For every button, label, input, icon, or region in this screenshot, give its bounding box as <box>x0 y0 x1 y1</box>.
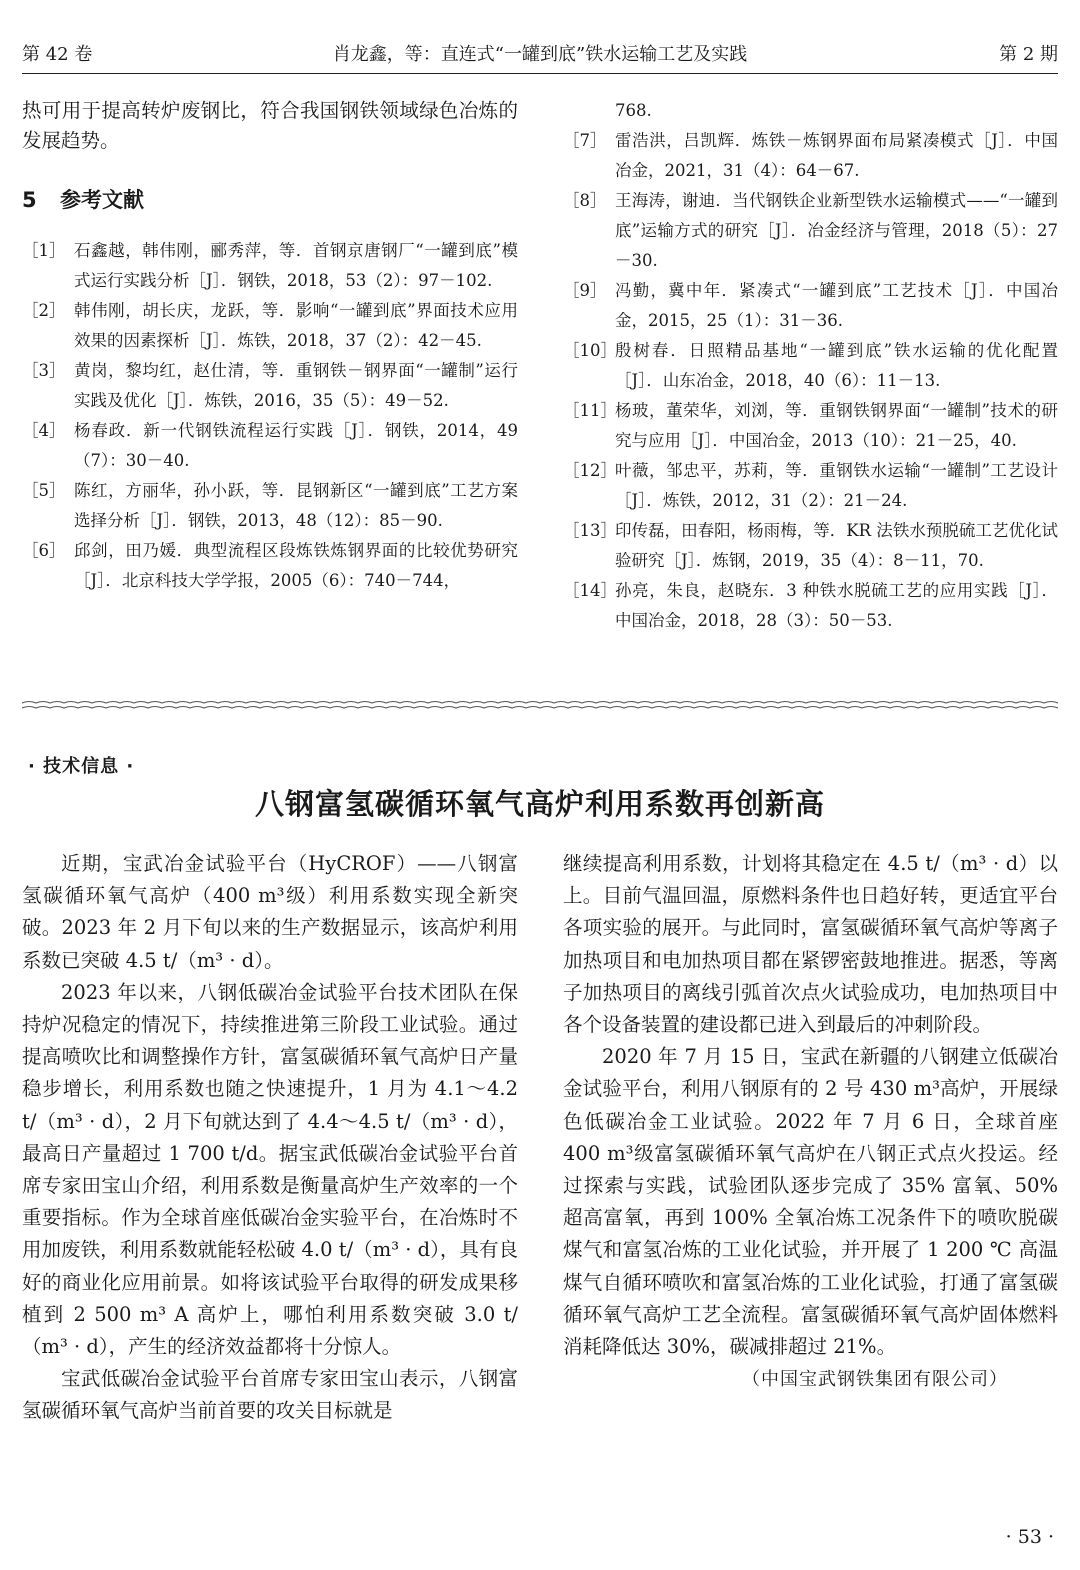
news-title: 八钢富氢碳循环氧气高炉利用系数再创新高 <box>254 787 825 821</box>
reference-list-left <box>22 236 518 596</box>
reference-number: ［11］ <box>563 401 617 420</box>
reference-item <box>563 516 1058 576</box>
reference-item <box>563 396 1058 456</box>
reference-text: 陈红，方丽华，孙小跃，等．昆钢新区“一罐到底”工艺方案选择分析［J］．钢铁，2013，48（12）：85－90. <box>74 481 518 530</box>
running-header <box>22 42 1058 72</box>
reference-item <box>563 186 1058 276</box>
section-title: 参考文献 <box>60 188 144 212</box>
news-paragraph: 继续提高利用系数，计划将其稳定在 4.5 t/（m³ · d）以上。目前气温回温，原燃料条件也日趋好转，更适宜平台各项实验的展开。与此同时，富氢碳循环氧气高炉等离子加热项目和电加热项目都在紧锣密鼓地推进。据悉，等离子加热项目的离线引弧首次点火试验成功，电加热项目中各个设备装置的建设都已进入到最后的冲刺阶段。 <box>563 852 1058 1037</box>
reference-item <box>563 276 1058 336</box>
news-left-column <box>22 848 518 1428</box>
reference-number: ［10］ <box>563 341 617 360</box>
reference-number: ［9］ <box>563 281 607 300</box>
reference-text: 叶薇，邹忠平，苏莉，等．重钢铁水运输“一罐制”工艺设计［J］．炼铁，2012，31（2）：21－24. <box>615 461 1058 510</box>
reference-number: ［7］ <box>563 131 607 150</box>
reference-item <box>22 536 518 596</box>
reference-text: 韩伟刚，胡长庆，龙跃，等．影响“一罐到底”界面技术应用效果的因素探析［J］．炼铁，2018，37（2）：42－45. <box>74 301 518 350</box>
page-number: · 53 · <box>1005 1526 1054 1548</box>
reference-number: ［2］ <box>22 301 66 320</box>
reference-text: 印传磊，田春阳，杨雨梅，等．KR 法铁水预脱硫工艺优化试验研究［J］．炼钢，2019，35（4）：8－11，70. <box>615 521 1058 570</box>
news-paragraph: 宝武低碳冶金试验平台首席专家田宝山表示，八钢富氢碳循环氧气高炉当前首要的攻关目标就是 <box>22 1367 518 1423</box>
news-paragraph: 2020 年 7 月 15 日，宝武在新疆的八钢建立低碳冶金试验平台，利用八钢原有的 2 号 430 m³高炉，开展绿色低碳冶金工业试验。2022 年 7 月 6 日，全球首座 400 m³级富氢碳循环氧气高炉在八钢正式点火投运。经过探索与实践，试验团队逐步完成了 35% 富氧、50% 超高富氧，再到 100% 全氧冶炼工况条件下的喷吹脱碳煤气和富氢冶炼的工业化试验，并开展了 1 200 ℃ 高温煤气自循环喷吹和富氢冶炼的工业化试验，打通了富氢碳循环氧气高炉工艺全流程。富氢碳循环氧气高炉固体燃料消耗降低达 30%，碳减排超过 21%。 <box>563 1045 1058 1359</box>
reference-item <box>22 296 518 356</box>
decorative-divider <box>22 698 1058 714</box>
news-paragraph: 2023 年以来，八钢低碳冶金试验平台技术团队在保持炉况稳定的情况下，持续推进第三阶段工业试验。通过提高喷吹比和调整操作方针，富氢碳循环氧气高炉日产量稳步增长，利用系数也随之快速提升，1 月为 4.1～4.2 t/（m³ · d），2 月下旬就达到了 4.4～4.5 t/（m³ · d），最高日产量超过 1 700 t/d。据宝武低碳冶金试验平台首席专家田宝山介绍，利用系数是衡量高炉生产效率的一个重要指标。作为全球首座低碳冶金实验平台，在冶炼时不用加废铁，利用系数就能轻松破 4.0 t/（m³ · d），具有良好的商业化应用前景。如将该试验平台取得的研发成果移植到 2 500 m³ A 高炉上，哪怕利用系数突破 3.0 t/（m³ · d），产生的经济效益都将十分惊人。 <box>22 980 518 1359</box>
reference-number: ［6］ <box>22 541 66 560</box>
news-paragraph: 近期，宝武冶金试验平台（HyCROF）——八钢富氢碳循环氧气高炉（400 m³级）利用系数实现全新突破。2023 年 2 月下旬以来的生产数据显示，该高炉利用系数已突破 4.5 t/（m³ · d）。 <box>22 852 518 972</box>
reference-text: 王海涛，谢迪．当代钢铁企业新型铁水运输模式——“一罐到底”运输方式的研究［J］．冶金经济与管理，2018（5）：27－30. <box>615 191 1058 270</box>
reference-text: 雷浩洪，吕凯辉．炼铁－炼钢界面布局紧凑模式［J］．中国冶金，2021，31（4）：64－67. <box>615 131 1058 180</box>
section-tag: · 技术信息 · <box>28 756 135 777</box>
reference-number: ［1］ <box>22 241 66 260</box>
reference-number: ［14］ <box>563 581 617 600</box>
header-rule <box>22 73 1058 74</box>
reference-list-right <box>563 126 1058 636</box>
reference-text: 殷树春．日照精品基地“一罐到底”铁水运输的优化配置［J］．山东冶金，2018，40（6）：11－13. <box>615 341 1058 390</box>
reference-text: 杨玻，董荣华，刘浏，等．重钢铁钢界面“一罐制”技术的研究与应用［J］．中国冶金，2013（10）：21－25，40. <box>615 401 1058 450</box>
header-volume: 第 42 卷 <box>22 44 93 65</box>
reference-item <box>563 126 1058 186</box>
reference-number: ［13］ <box>563 521 617 540</box>
reference-number: ［4］ <box>22 421 66 440</box>
reference-text: 冯勤，冀中年．紧凑式“一罐到底”工艺技术［J］．中国冶金，2015，25（1）：31－36. <box>615 281 1058 330</box>
reference-number: ［8］ <box>563 191 607 210</box>
reference-item <box>563 576 1058 636</box>
news-right-column <box>563 848 1058 1397</box>
news-source: （中国宝武钢铁集团有限公司） <box>742 1369 1008 1391</box>
header-running-title: 肖龙鑫，等：直连式“一罐到底”铁水运输工艺及实践 <box>332 44 748 65</box>
right-column <box>563 96 1058 636</box>
reference-text: 杨春政．新一代钢铁流程运行实践［J］．钢铁，2014，49（7）：30－40. <box>74 421 518 470</box>
reference-item <box>563 336 1058 396</box>
left-column <box>22 96 518 596</box>
reference-continuation: 768. <box>615 101 652 120</box>
reference-text: 孙亮，朱良，赵晓东．3 种铁水脱硫工艺的应用实践［J］．中国冶金，2018，28（3）：50－53. <box>615 581 1058 630</box>
references-heading <box>22 186 518 214</box>
section-number: 5 <box>22 188 37 212</box>
reference-item <box>22 476 518 536</box>
reference-text: 黄岗，黎均红，赵仕清，等．重钢铁－钢界面“一罐制”运行实践及优化［J］．炼铁，2016，35（5）：49－52. <box>74 361 518 410</box>
reference-item <box>563 456 1058 516</box>
reference-number: ［3］ <box>22 361 66 380</box>
reference-number: ［5］ <box>22 481 66 500</box>
reference-item <box>22 416 518 476</box>
reference-item <box>22 356 518 416</box>
reference-number: ［12］ <box>563 461 617 480</box>
header-issue: 第 2 期 <box>999 44 1058 65</box>
reference-item <box>22 236 518 296</box>
reference-text: 邱剑，田乃媛．典型流程区段炼铁炼钢界面的比较优势研究［J］．北京科技大学学报，2005（6）：740－744， <box>74 541 518 590</box>
intro-paragraph: 热可用于提高转炉废钢比，符合我国钢铁领域绿色冶炼的发展趋势。 <box>22 99 518 152</box>
reference-text: 石鑫越，韩伟刚，郦秀萍，等．首钢京唐钢厂“一罐到底”模式运行实践分析［J］．钢铁，2018，53（2）：97－102. <box>74 241 518 290</box>
